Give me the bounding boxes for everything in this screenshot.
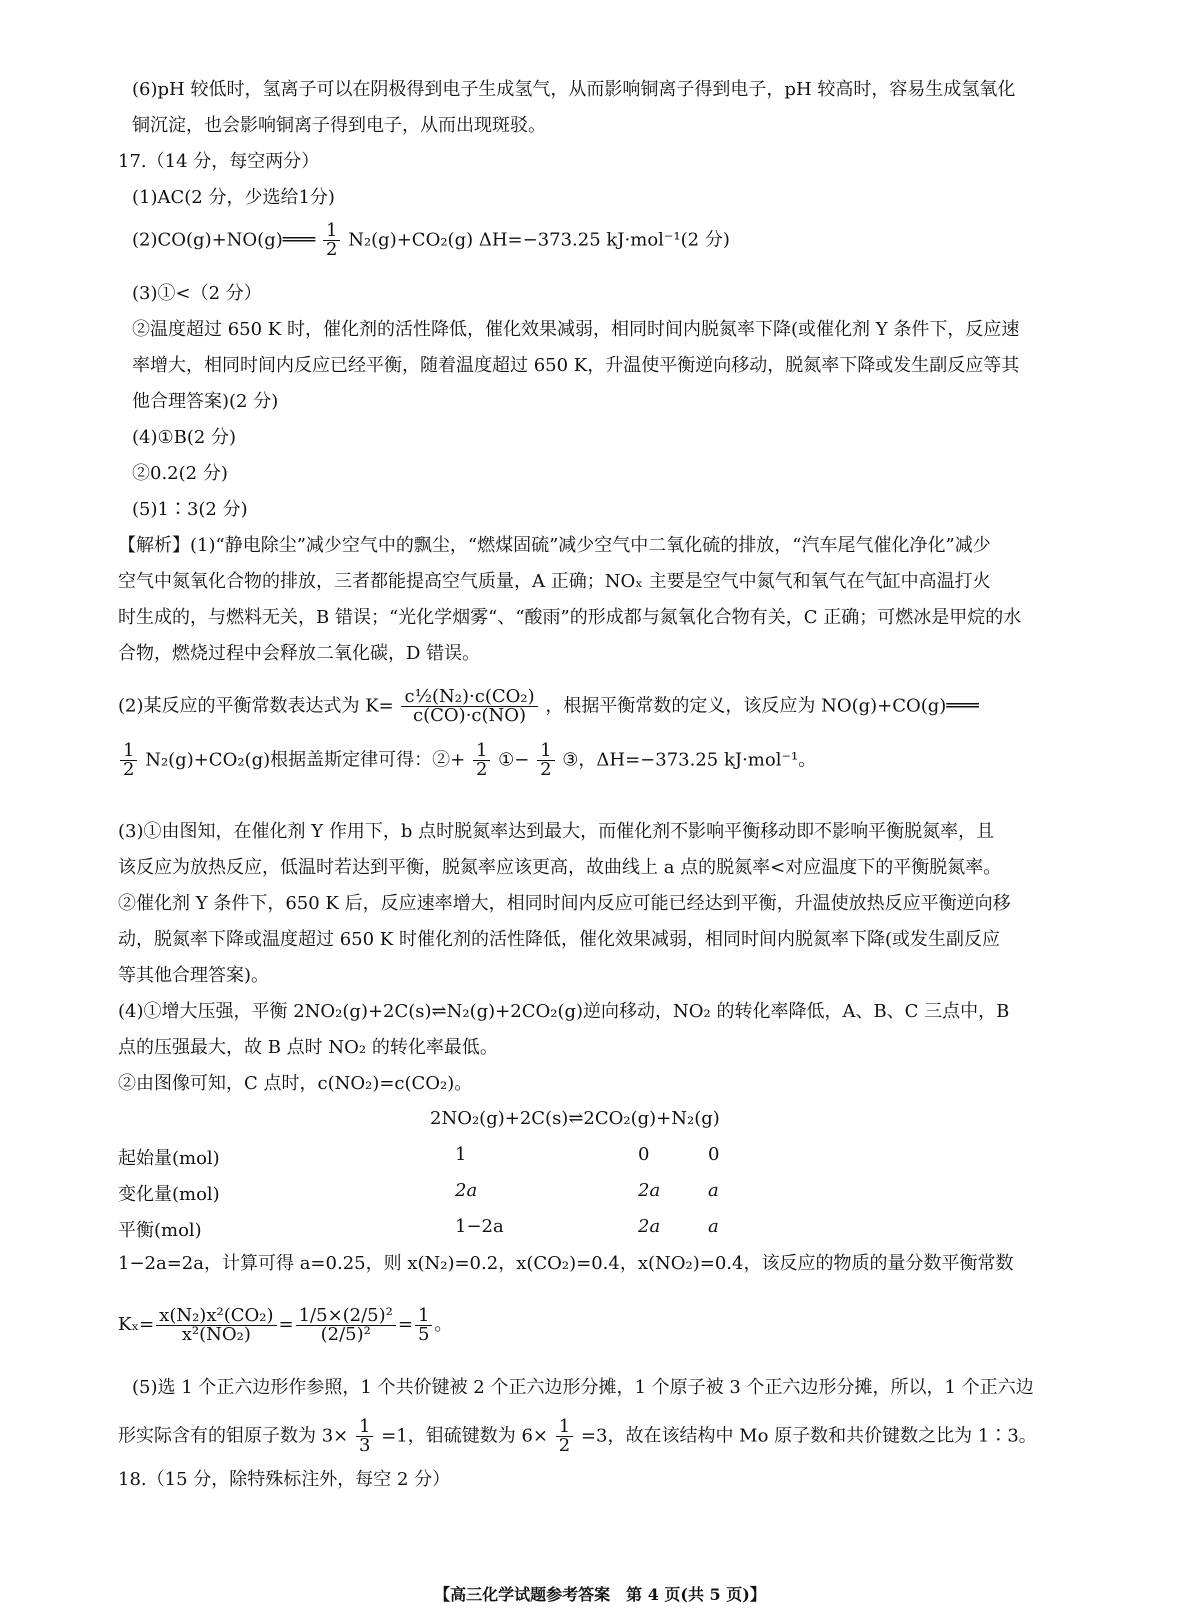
eq-text: =1，钼硫键数为 6× <box>381 1425 548 1447</box>
answer-4-2: ②0.2(2 分) <box>132 463 228 484</box>
kx-label: Kₓ= <box>118 1314 155 1335</box>
question-18-header: 18.（15 分，除特殊标注外，每空 2 分） <box>118 1469 451 1490</box>
table-row-label: 平衡(mol) <box>118 1220 202 1241</box>
period: 。 <box>434 1314 453 1335</box>
explanation-line: 空气中氮氧化合物的排放，三者都能提高空气质量，A 正确；NOₓ 主要是空气中氮气和氧气在气缸中高温打火 <box>118 571 991 592</box>
eq-text: ①− <box>498 749 530 771</box>
half-fraction: $\frac{1}{2}$ <box>537 742 554 779</box>
explanation-line: (5)选 1 个正六边形作参照，1 个共价键被 2 个正六边形分摊，1 个原子被 3 个正六边形分摊，所以，1 个正六边 <box>132 1377 1034 1398</box>
table-cell: 0 <box>708 1144 720 1165</box>
table-row-label: 起始量(mol) <box>118 1148 220 1169</box>
equals-sign: = <box>397 1314 413 1335</box>
text-line: 铜沉淀，也会影响铜离子得到电子，从而出现斑驳。 <box>132 115 546 136</box>
kx-result-fraction: $\frac{1}{5}$ <box>415 1307 432 1344</box>
table-row-label: 变化量(mol) <box>118 1184 220 1205</box>
text-line: 他合理答案)(2 分) <box>132 391 279 412</box>
eq-text: ③，ΔH=−373.25 kJ·mol⁻¹。 <box>562 749 817 771</box>
third-fraction: $\frac{1}{3}$ <box>356 1418 373 1455</box>
eq-right: N₂(g)+CO₂(g) ΔH=−373.25 kJ·mol⁻¹(2 分) <box>348 229 730 251</box>
table-cell: a <box>708 1216 719 1237</box>
answer-1: (1)AC(2 分，少选给1分) <box>132 187 335 208</box>
table-cell: 0 <box>638 1144 650 1165</box>
explanation-line: ②由图像可知，C 点时，c(NO₂)=c(CO₂)。 <box>118 1073 473 1094</box>
explanation-line: 合物，燃烧过程中会释放二氧化碳，D 错误。 <box>118 643 481 664</box>
answer-2-equation <box>132 222 730 259</box>
explanation-line: 【解析】(1)“静电除尘”减少空气中的飘尘，“燃煤固硫”减少空气中二氧化硫的排放，“汽车尾气催化净化”减少 <box>118 535 991 556</box>
half-fraction: $\frac{1}{2}$ <box>473 742 490 779</box>
calc-line: 1−2a=2a，计算可得 a=0.25，则 x(N₂)=0.2，x(CO₂)=0.4，x(NO₂)=0.4，该反应的物质的量分数平衡常数 <box>118 1253 1014 1274</box>
explanation-line: ②催化剂 Y 条件下，650 K 后，反应速率增大，相同时间内反应可能已经达到平衡，升温使放热反应平衡逆向移 <box>118 893 1011 914</box>
text-line: (6)pH 较低时，氢离子可以在阴极得到电子生成氢气，从而影响铜离子得到电子，pH 较高时，容易生成氢氧化 <box>132 79 1016 100</box>
explanation-line: (4)①增大压强，平衡 2NO₂(g)+2C(s)⇌N₂(g)+2CO₂(g)逆向移动，NO₂ 的转化率降低，A、B、C 三点中，B <box>118 1001 1010 1022</box>
table-equation: 2NO₂(g)+2C(s)⇌2CO₂(g)+N₂(g) <box>430 1108 720 1129</box>
explanation-2-line1 <box>118 688 979 725</box>
explanation-2-line2 <box>118 742 816 779</box>
explanation-line: (3)①由图知，在催化剂 Y 作用下，b 点时脱氮率达到最大，而催化剂不影响平衡移动即不影响平衡脱氮率，且 <box>118 821 995 842</box>
table-cell: 1−2a <box>455 1216 504 1237</box>
eq-text: (2)某反应的平衡常数表达式为 K= <box>118 695 394 717</box>
table-cell: 2a <box>638 1216 661 1237</box>
explanation-line: 该反应为放热反应，低温时若达到平衡，脱氮率应该更高，故曲线上 a 点的脱氮率<对应温度下的平衡脱氮率。 <box>118 857 1002 878</box>
eq-text: N₂(g)+CO₂(g)根据盖斯定律可得：②+ <box>145 749 466 771</box>
question-17-header: 17.（14 分，每空两分） <box>118 151 320 172</box>
k-fraction: $\frac{\text{c½(N₂)·c(CO₂)}}{c(CO)\cdot c(NO)}$ <box>401 688 537 725</box>
answer-4-1: (4)①B(2 分) <box>132 427 237 448</box>
answer-5: (5)1∶3(2 分) <box>132 499 248 520</box>
table-cell: 2a <box>455 1180 478 1201</box>
explanation-line: 等其他合理答案)。 <box>118 965 270 986</box>
explanation-line: 动，脱氮率下降或温度超过 650 K 时催化剂的活性降低，催化效果减弱，相同时间内脱氮率下降(或发生副反应 <box>118 929 1000 950</box>
page-footer: 【高三化学试题参考答案 第 4 页(共 5 页)】 <box>434 1585 766 1604</box>
kx-value-fraction: $\frac{\text{1/5×(2/5)²}}{\text{(2/5)²}}$ <box>296 1307 396 1344</box>
equals-sign: = <box>278 1314 294 1335</box>
answer-3-1: (3)①<（2 分） <box>132 283 262 304</box>
explanation-line: 点的压强最大，故 B 点时 NO₂ 的转化率最低。 <box>118 1037 498 1058</box>
half-fraction: $\frac{1}{2}$ <box>323 222 340 259</box>
half-fraction: $\frac{1}{2}$ <box>556 1418 573 1455</box>
eq-text: ，根据平衡常数的定义，该反应为 NO(g)+CO(g)═══ <box>545 695 979 717</box>
table-cell: 1 <box>455 1144 467 1165</box>
explanation-5-line2 <box>118 1418 1037 1455</box>
eq-text: =3，故在该结构中 Mo 原子数和共价键数之比为 1∶3。 <box>580 1425 1037 1447</box>
table-cell: 2a <box>638 1180 661 1201</box>
explanation-line: 时生成的，与燃料无关，B 错误；“光化学烟雾“、“酸雨”的形成都与氮氧化合物有关，C 正确；可燃冰是甲烷的水 <box>118 607 1022 628</box>
kx-formula <box>118 1290 452 1360</box>
half-fraction: $\frac{1}{2}$ <box>120 742 137 779</box>
kx-fraction: $\frac{\text{x(N₂)x²(CO₂)}}{\text{x²(NO₂)}}$ <box>156 1307 276 1344</box>
text-line: ②温度超过 650 K 时，催化剂的活性降低，催化效果减弱，相同时间内脱氮率下降(或催化剂 Y 条件下，反应速 <box>132 319 1020 340</box>
table-cell: a <box>708 1180 719 1201</box>
text-line: 率增大，相同时间内反应已经平衡，随着温度超过 650 K，升温使平衡逆向移动，脱氮率下降或发生副反应等其 <box>132 355 1020 376</box>
eq-left: (2)CO(g)+NO(g)═══ <box>132 229 316 251</box>
eq-text: 形实际含有的钼原子数为 3× <box>118 1425 349 1447</box>
